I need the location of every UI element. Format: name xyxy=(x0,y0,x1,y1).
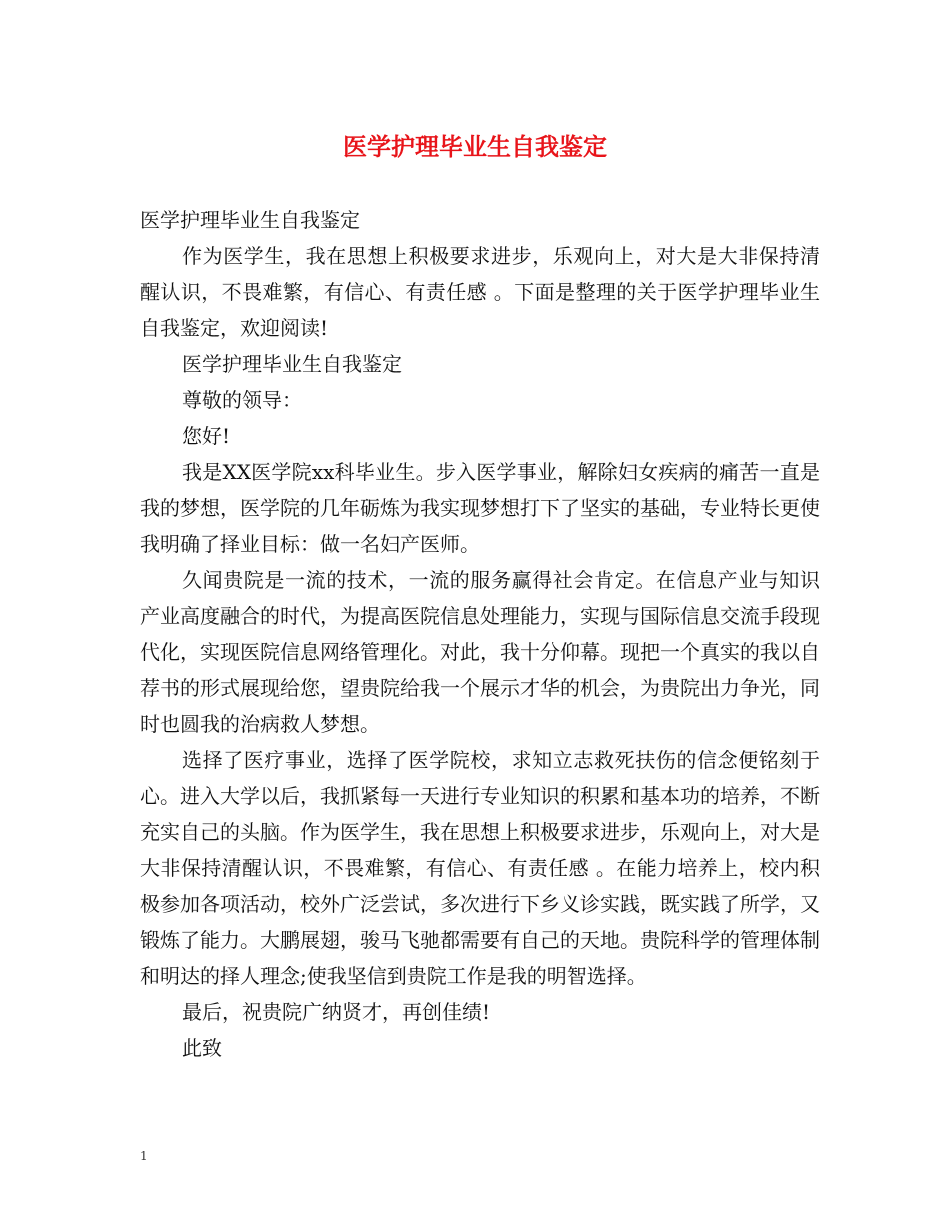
paragraph-hospital: 久闻贵院是一流的技术，一流的服务赢得社会肯定。在信息产业与知识产业高度融合的时代，为提高医院信息处理能力，实现与国际信息交流手段现代化，实现医院信息网络管理化。对此，我十分仰幕。现把一个真实的我以自荐书的形式展现给您，望贵院给我一个展示才华的机会，为贵院出力争光，同时也圆我的治病救人梦想。 xyxy=(140,568,820,736)
document-title: 医学护理毕业生自我鉴定 xyxy=(343,132,607,161)
paragraph-self-intro: 我是XX医学院xx科毕业生。步入医学事业，解除妇女疾病的痛苦一直是我的梦想，医学院的几年砺炼为我实现梦想打下了坚实的基础，专业特长更使我明确了择业目标：做一名妇产医师。 xyxy=(140,460,820,556)
paragraph-subtitle: 医学护理毕业生自我鉴定 xyxy=(182,352,402,376)
paragraph-experience: 选择了医疗事业，选择了医学院校，求知立志救死扶伤的信念便铭刻于心。进入大学以后，我抓紧每一天进行专业知识的积累和基本功的培养，不断充实自己的头脑。作为医学生，我在思想上积极要求进步，乐观向上，对大是大非保持清醒认识，不畏难繁，有信心、有责任感 。在能力培养上，校内积极参加各项活动，校外广泛尝试，多次进行下乡义诊实践，既实践了所学，又锻炼了能力。大鹏展翅，骏马飞驰都需要有自己的天地。贵院科学的管理体制和明达的择人理念;使我坚信到贵院工作是我的明智选择。 xyxy=(140,748,820,988)
paragraph-heading: 医学护理毕业生自我鉴定 xyxy=(140,208,360,232)
page-number: 1 xyxy=(140,1149,148,1163)
paragraph-salutation: 尊敬的领导： xyxy=(182,388,302,412)
paragraph-sign-off: 此致 xyxy=(182,1036,222,1060)
document-body xyxy=(140,202,820,1066)
paragraph-intro: 作为医学生，我在思想上积极要求进步，乐观向上，对大是大非保持清醒认识，不畏难繁，有信心、有责任感 。下面是整理的关于医学护理毕业生自我鉴定，欢迎阅读! xyxy=(140,244,820,340)
paragraph-greeting: 您好! xyxy=(182,424,231,448)
paragraph-closing-wish: 最后，祝贵院广纳贤才，再创佳绩! xyxy=(182,1000,491,1024)
